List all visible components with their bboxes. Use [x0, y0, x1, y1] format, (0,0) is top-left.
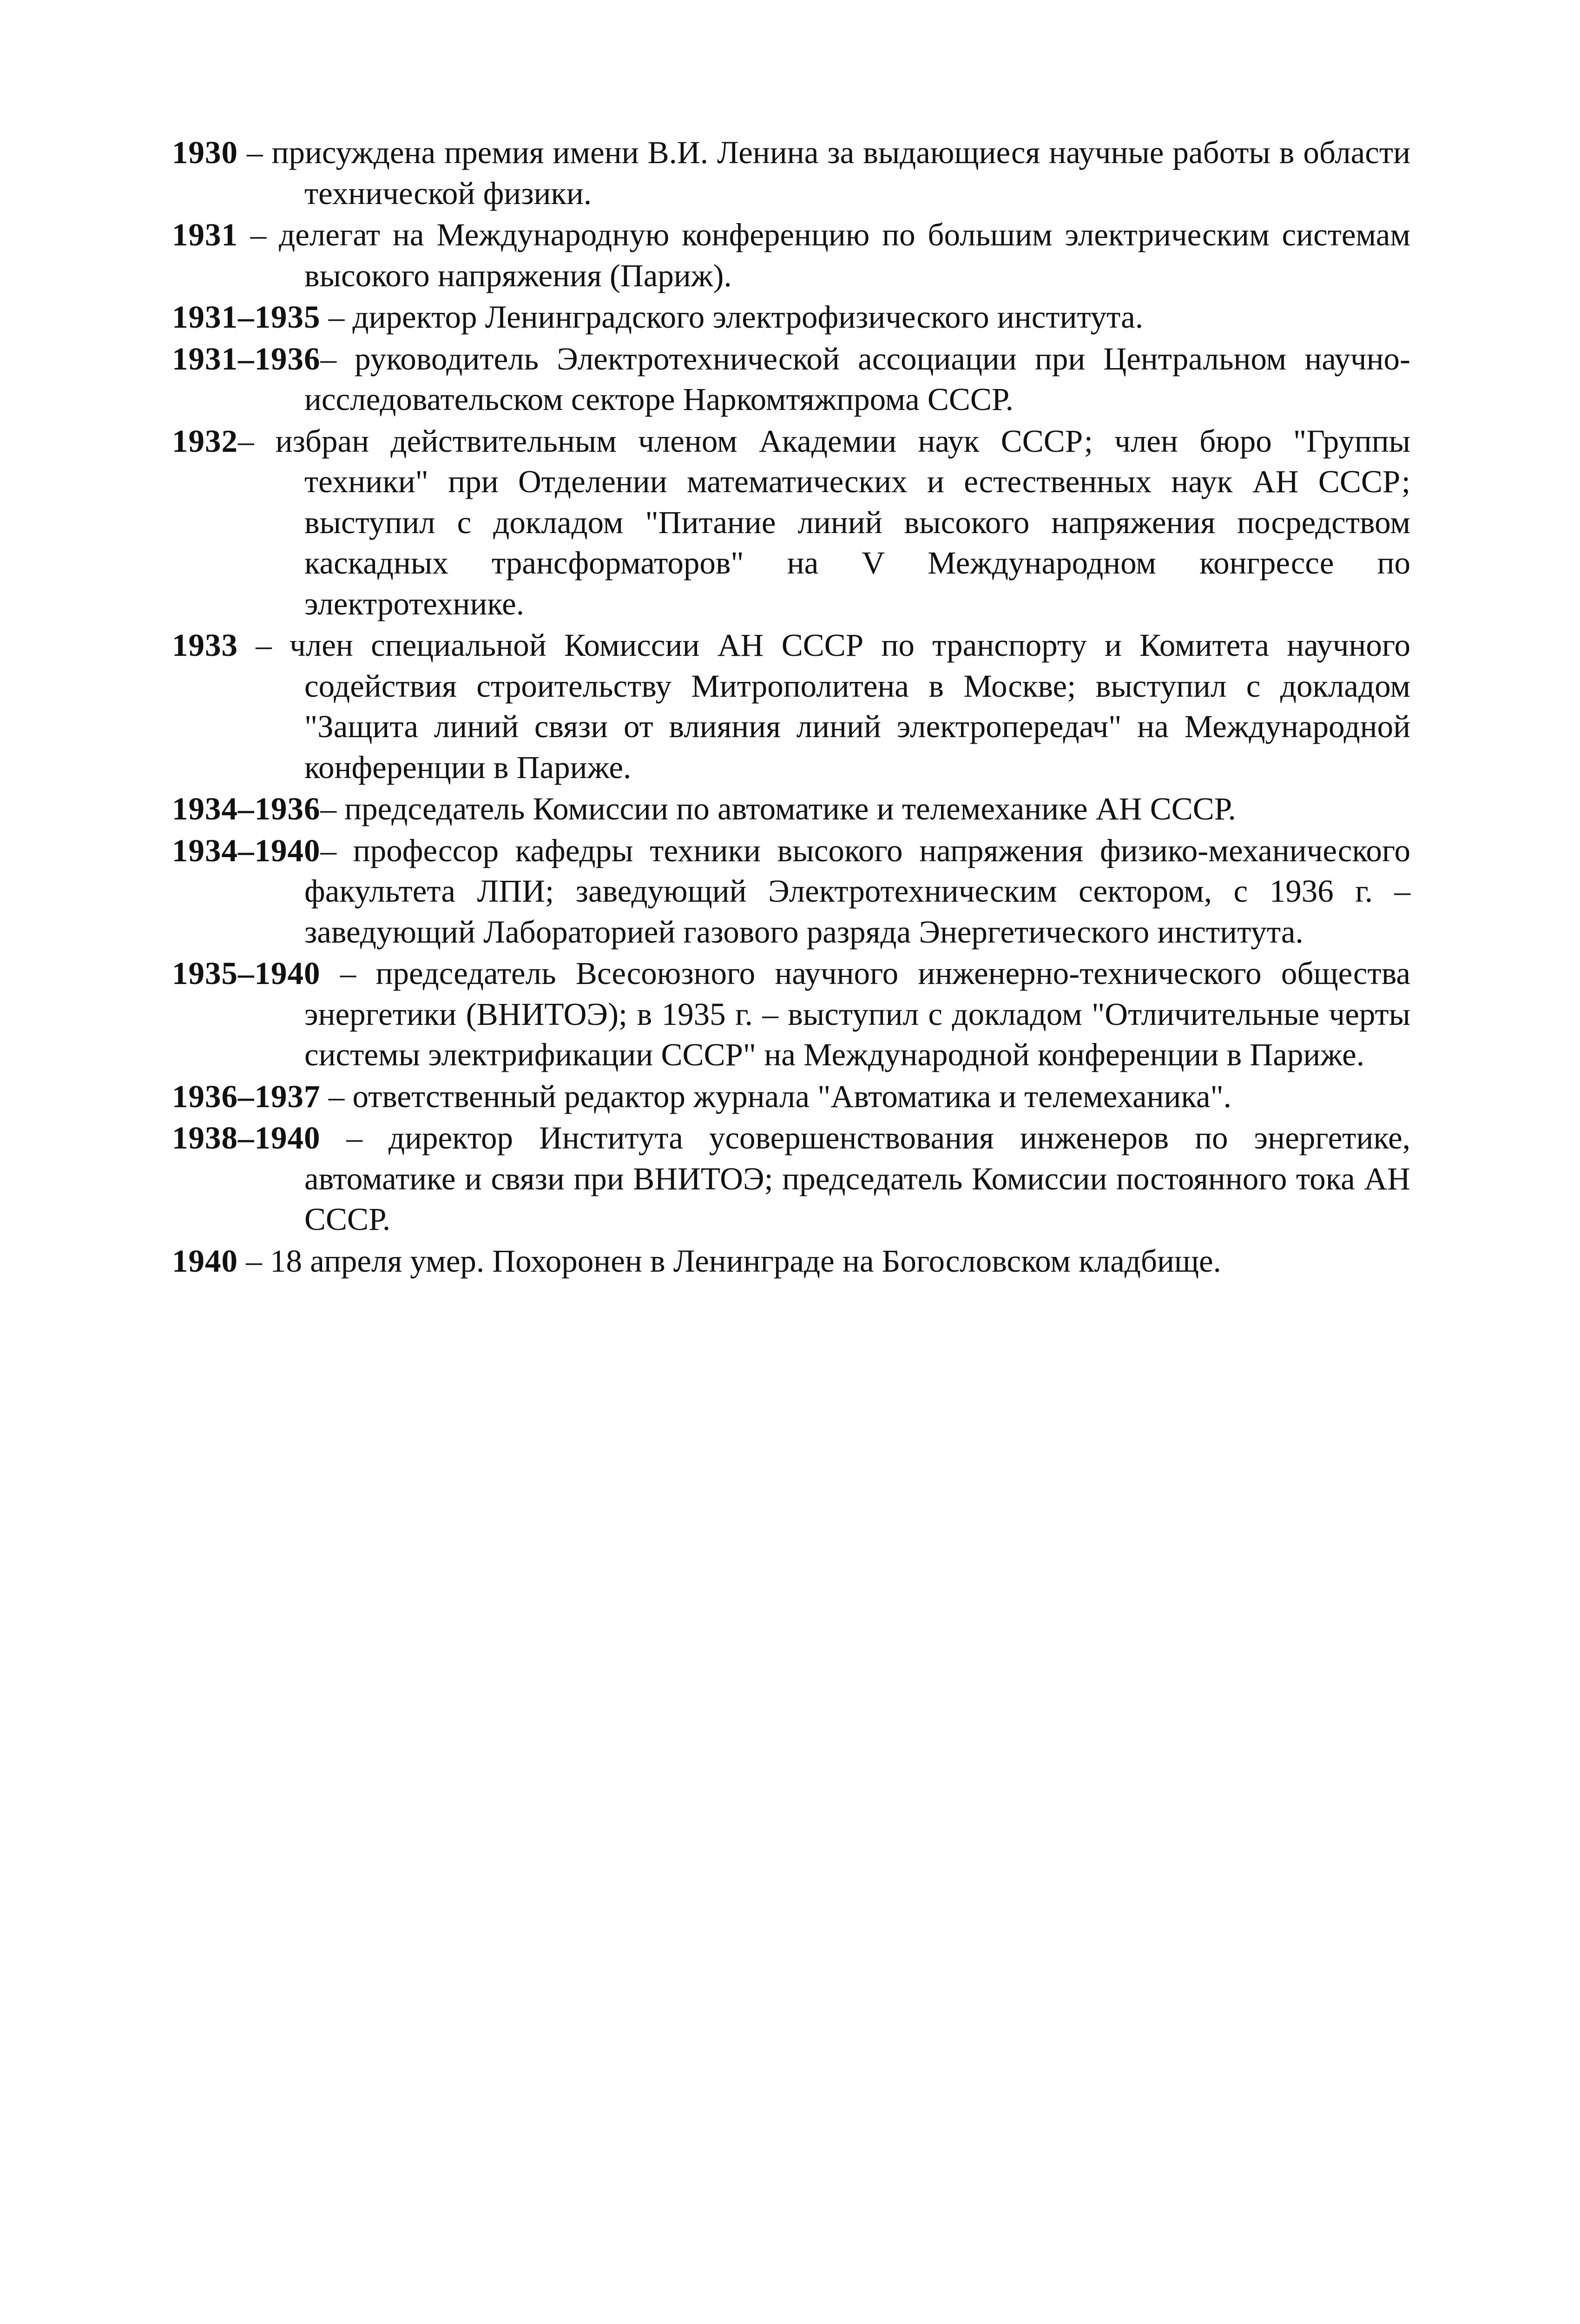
- chronology-entry-1931: [172, 215, 1410, 296]
- chronology-entry-1940: [172, 1241, 1410, 1282]
- entry-year: 1931–1936: [172, 341, 321, 376]
- entry-year: 1934–1936: [172, 791, 321, 826]
- chronology-entry-1934-1936: [172, 789, 1410, 830]
- chronology-entry-1930: [172, 132, 1410, 214]
- entry-year: 1933: [172, 627, 238, 663]
- chronology-entry-1933: [172, 625, 1410, 788]
- chronology-entry-1932: [172, 421, 1410, 625]
- entry-year: 1931: [172, 217, 238, 252]
- entry-text: – присуждена премия имени В.И. Ленина за выдающиеся научные работы в области технической физики.: [238, 135, 1410, 211]
- entry-year: 1931–1935: [172, 299, 321, 335]
- entry-text: – 18 апреля умер. Похоронен в Ленинграде на Богословском кладбище.: [238, 1243, 1221, 1279]
- entry-year: 1932: [172, 423, 238, 459]
- entry-year: 1938–1940: [172, 1120, 321, 1155]
- entry-text: – председатель Всесоюзного научного инженерно-технического общества энергетики (ВНИТОЭ); в 1935 г. – выступил с докладом "Отличительные черты системы электрификации СССР" на Международной конференции в Париже.: [304, 956, 1410, 1072]
- entry-text: – директор Ленинградского электрофизического института.: [320, 299, 1144, 335]
- chronology-entry-1935-1940: [172, 953, 1410, 1076]
- entry-text: – ответственный редактор журнала "Автоматика и телемеханика".: [320, 1078, 1231, 1114]
- entry-year: 1935–1940: [172, 956, 321, 991]
- entry-text: – профессор кафедры техники высокого напряжения физико-механического факультета ЛПИ; заведующий Электротехническим сектором, с 1936 г. – заведующий Лабораторией газового разряда Энергетического института.: [304, 832, 1410, 950]
- entry-text: – председатель Комиссии по автоматике и телемеханике АН СССР.: [320, 791, 1236, 826]
- chronology-entry-1938-1940: [172, 1118, 1410, 1240]
- entry-year: 1930: [172, 135, 238, 170]
- chronology-entry-1931-1935: [172, 297, 1410, 338]
- chronology-page: [172, 132, 1410, 1282]
- entry-text: – руководитель Электротехнической ассоциации при Центральном научно-исследовательском секторе Наркомтяжпрома СССР.: [304, 341, 1410, 417]
- entry-text: – делегат на Международную конференцию по большим электрическим системам высокого напряжения (Париж).: [238, 217, 1410, 293]
- entry-year: 1934–1940: [172, 832, 321, 868]
- chronology-entry-1936-1937: [172, 1076, 1410, 1117]
- entry-year: 1936–1937: [172, 1078, 321, 1114]
- entry-year: 1940: [172, 1243, 238, 1279]
- chronology-entry-1934-1940: [172, 831, 1410, 953]
- chronology-entry-1931-1936: [172, 339, 1410, 420]
- entry-text: – директор Института усовершенствования инженеров по энергетике, автоматике и связи при ВНИТОЭ; председатель Комиссии постоянного тока АН СССР.: [304, 1120, 1410, 1237]
- entry-text: – избран действительным членом Академии наук СССР; член бюро "Группы техники" при Отделении математических и естественных наук АН СССР; выступил с докладом "Питание линий высокого напряжения посредством каскадных трансформаторов" на V Международном конгрессе по электротехнике.: [238, 423, 1410, 621]
- entry-text: – член специальной Комиссии АН СССР по транспорту и Комитета научного содействия строительству Митрополитена в Москве; выступил с докладом "Защита линий связи от влияния линий электропередач" на Международной конференции в Париже.: [238, 627, 1410, 785]
